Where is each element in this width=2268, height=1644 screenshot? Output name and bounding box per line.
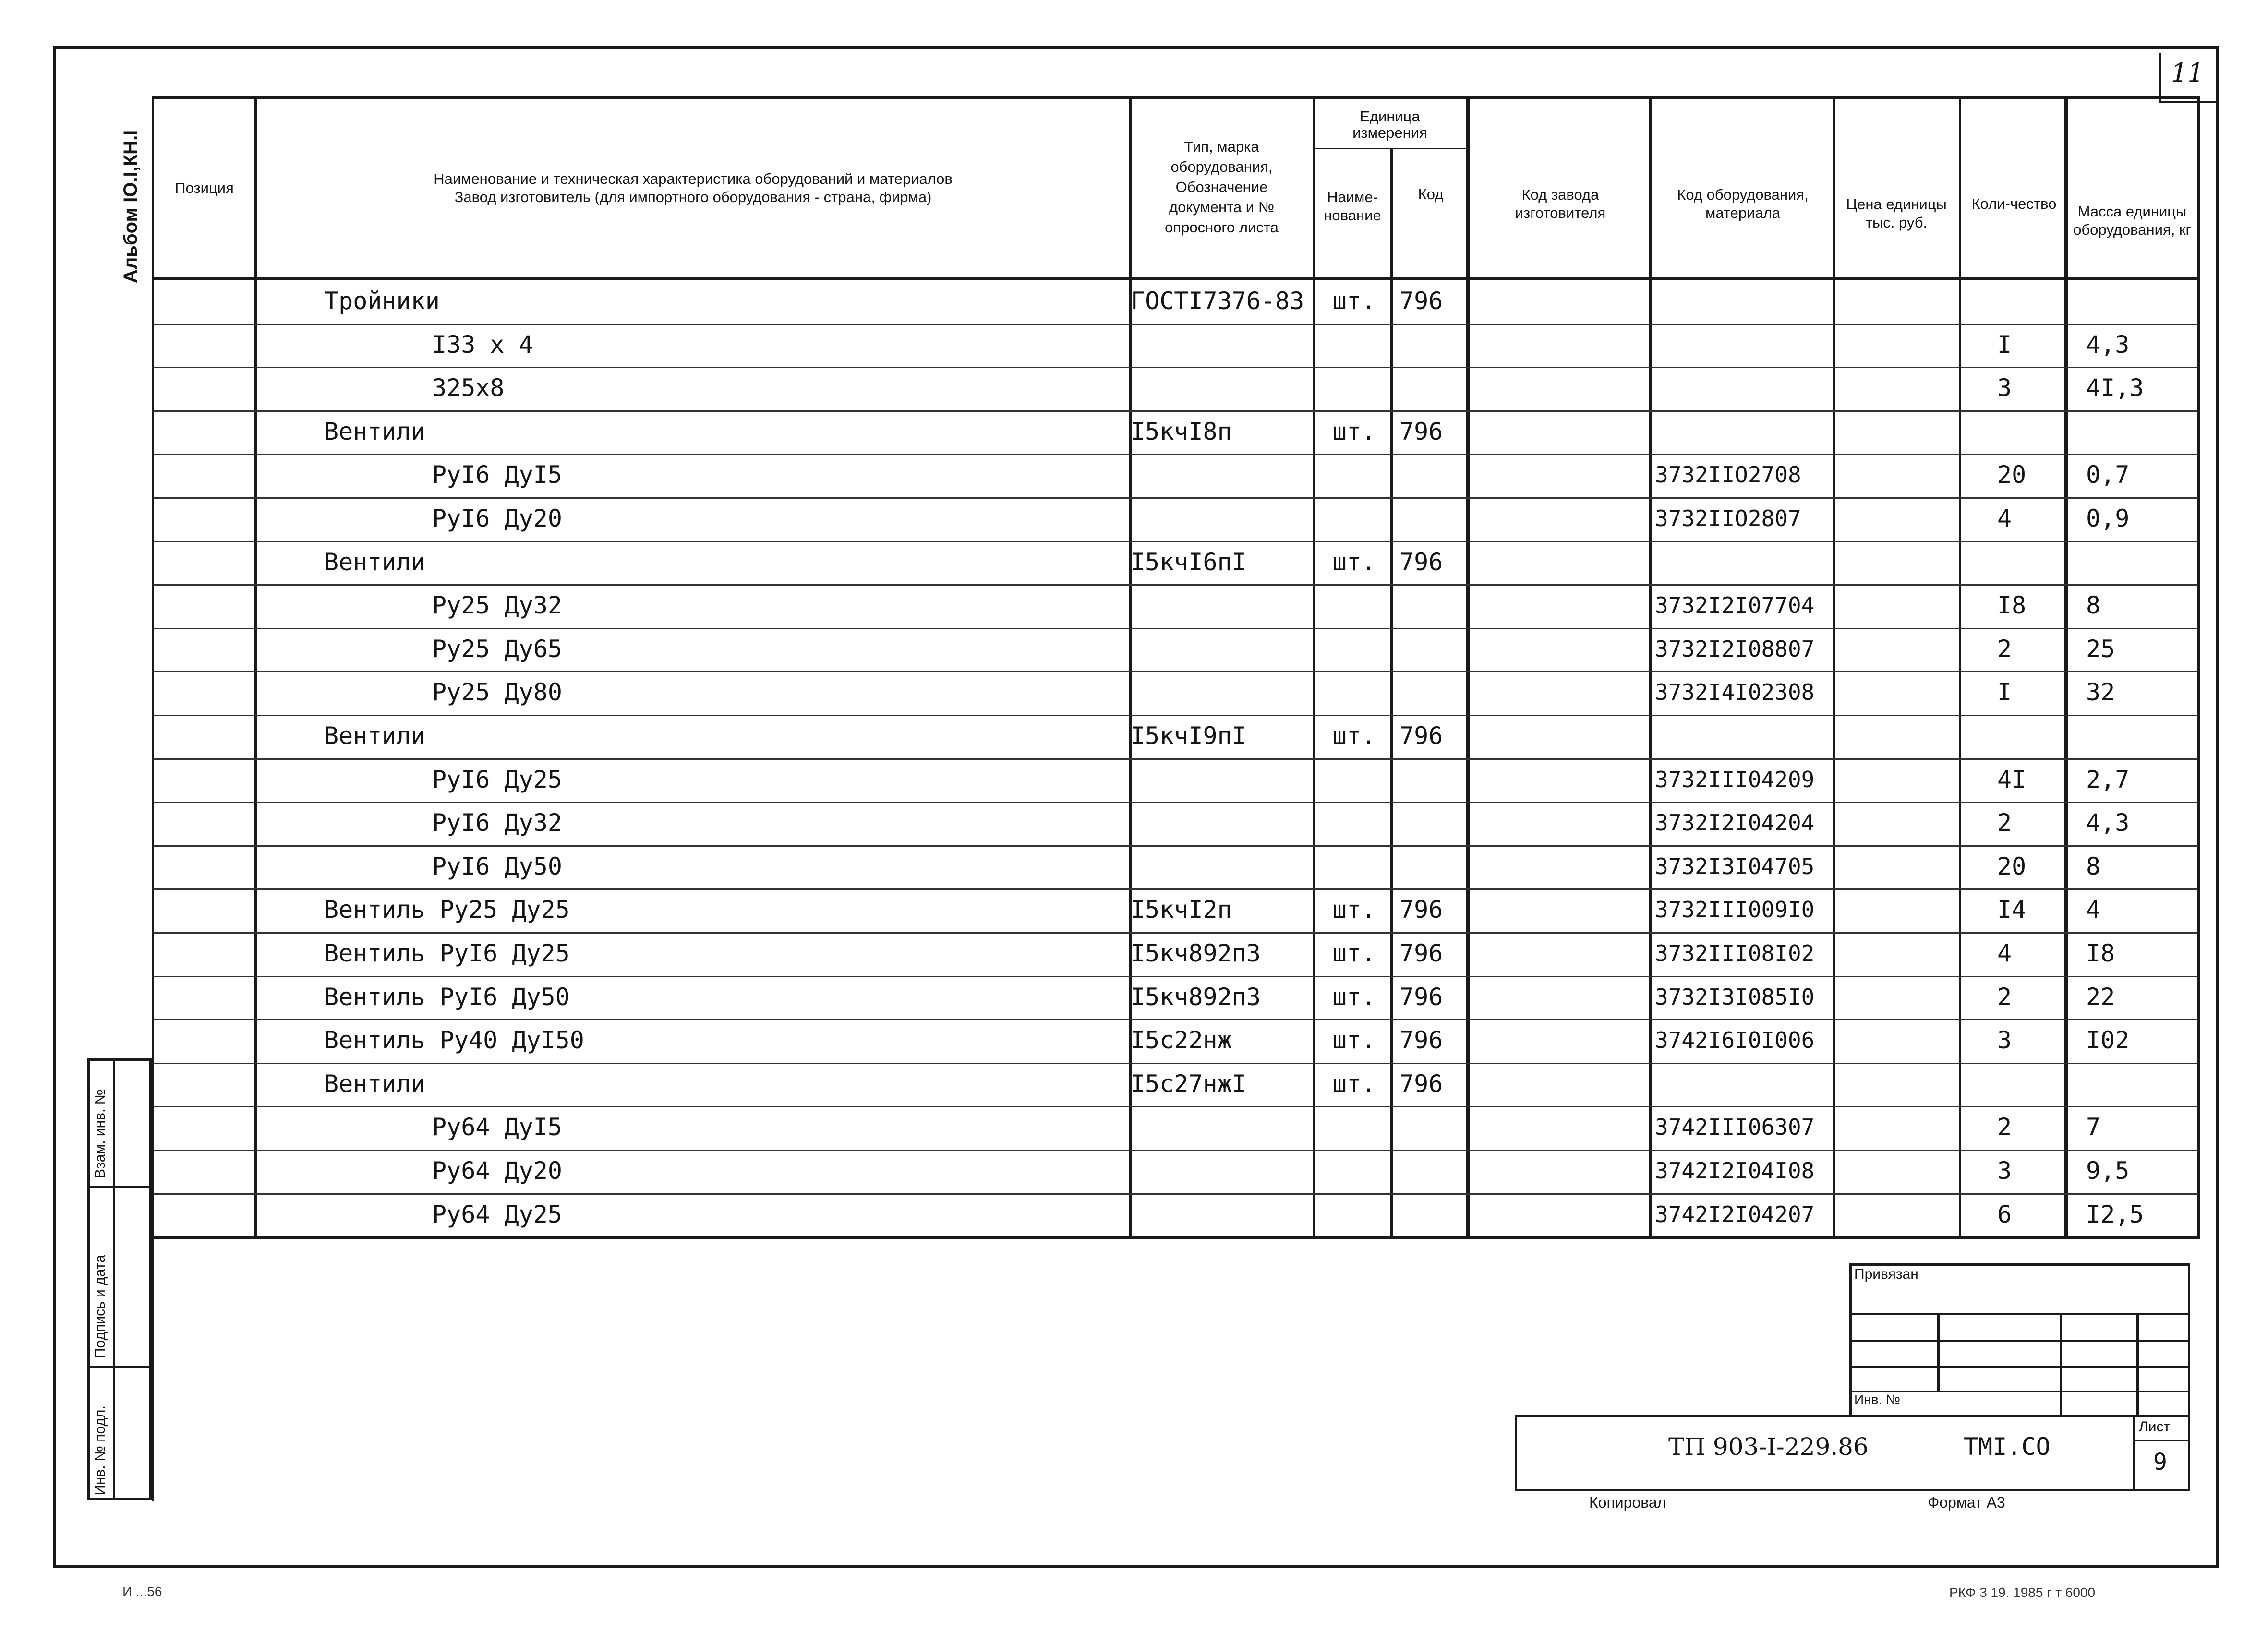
row-name: РуI6 Ду25 (432, 766, 562, 793)
col-line-2 (1129, 96, 1132, 1239)
row-equipment-code: 3732I2I04204 (1655, 810, 1815, 836)
format-label: Формат А3 (1928, 1494, 2005, 1511)
row-divider (153, 888, 2198, 890)
row-divider (153, 976, 2198, 977)
col-line-0 (152, 96, 154, 1501)
row-name: Ру64 ДуI5 (432, 1113, 562, 1141)
header-equipment-code: Код оборудования, материала (1677, 186, 1809, 221)
row-name: Ру25 Ду80 (432, 678, 562, 706)
row-unit: шт. (1332, 939, 1376, 967)
row-equipment-code: 3732III009I0 (1655, 897, 1815, 923)
row-equipment-code: 3732IIО2708 (1655, 462, 1801, 488)
row-quantity: I (1997, 331, 2012, 359)
header-unit-name: Наиме-нование (1324, 189, 1381, 224)
col-line-9 (2064, 96, 2068, 1239)
row-mass: 32 (2086, 678, 2115, 706)
header-mass: Масса единицы оборудования, кг (2073, 203, 2191, 238)
row-type: I5кч892п3 (1131, 983, 1261, 1011)
row-quantity: 2 (1997, 809, 2012, 837)
row-divider (153, 715, 2198, 716)
row-mass: 4 (2086, 896, 2101, 924)
row-quantity: I (1997, 678, 2012, 706)
row-unit-code: 796 (1399, 418, 1443, 445)
row-quantity: 2 (1997, 1113, 2012, 1141)
row-mass: 4,3 (2086, 331, 2130, 359)
row-equipment-code: 3732I3I085I0 (1655, 984, 1815, 1010)
row-equipment-code: 3732I4I02308 (1655, 679, 1815, 705)
header-type: Тип, марка оборудования, Обозначение документа и № опросного листа (1165, 138, 1279, 236)
col-line-6 (1649, 96, 1652, 1239)
row-name: РуI6 Ду20 (432, 504, 562, 532)
row-mass: 2,7 (2086, 766, 2130, 793)
row-quantity: 3 (1997, 1157, 2012, 1185)
col-line-7 (1833, 96, 1835, 1239)
row-name: Вентили (324, 1070, 425, 1098)
album-label: Альбом IO.I,КН.I (120, 130, 141, 283)
row-mass: 8 (2086, 852, 2101, 880)
row-equipment-code: 3732I2I08807 (1655, 636, 1815, 662)
side-stamp-line-2 (87, 1366, 152, 1368)
side-stamp-podpis: Подпись и дата (92, 1255, 108, 1358)
col-line-4 (1390, 149, 1393, 1239)
side-stamp-line-1 (87, 1186, 152, 1188)
row-unit: шт. (1332, 287, 1376, 315)
row-name: Вентиль РуI6 Ду25 (324, 939, 570, 967)
row-equipment-code: 3732III04209 (1655, 767, 1815, 792)
row-quantity: 3 (1997, 374, 2012, 402)
header-bottom-border (153, 277, 2198, 280)
row-divider (153, 454, 2198, 455)
row-divider (153, 932, 2198, 934)
header-name (257, 99, 1129, 277)
col-line-10 (2197, 96, 2200, 1239)
row-equipment-code: 3732IIО2807 (1655, 505, 1801, 531)
row-unit-code: 796 (1399, 939, 1443, 967)
row-mass: 4I,3 (2086, 374, 2144, 402)
privyazan-col-2 (2060, 1313, 2062, 1417)
sheet-label-divider (2133, 1440, 2190, 1441)
row-equipment-code: 3742I6I0I006 (1655, 1027, 1815, 1053)
row-name: РуI6 Ду32 (432, 809, 562, 837)
row-divider (153, 584, 2198, 586)
row-equipment-code: 3742I2I04207 (1655, 1201, 1815, 1227)
row-quantity: 20 (1997, 852, 2027, 880)
footer-left-note: И ...56 (122, 1584, 162, 1599)
row-unit: шт. (1332, 1026, 1376, 1054)
row-quantity: 4 (1997, 939, 2012, 967)
row-type: I5с27нжI (1131, 1070, 1246, 1098)
row-equipment-code: 3732III08I02 (1655, 940, 1815, 966)
row-unit-code: 796 (1399, 1026, 1443, 1054)
row-type: I5с22нж (1131, 1026, 1232, 1054)
row-quantity: I4 (1997, 896, 2027, 924)
inv-no-label: Инв. № (1854, 1392, 1901, 1407)
header-name-line1: Наименование и техническая характеристика оборудований и материалов (434, 170, 953, 187)
row-name: I33 x 4 (432, 331, 533, 359)
sheet-number: 9 (2153, 1449, 2167, 1476)
header-factory-code: Код завода изготовителя (1515, 186, 1606, 221)
row-name: Вентили (324, 418, 425, 445)
row-unit-code: 796 (1399, 722, 1443, 750)
row-name: Ру64 Ду25 (432, 1200, 562, 1228)
row-divider (153, 1193, 2198, 1195)
row-quantity: 4 (1997, 504, 2012, 532)
header-unit-code: Код (1418, 186, 1444, 203)
row-divider (153, 410, 2198, 412)
col-line-3 (1313, 96, 1315, 1239)
row-name: Вентиль Ру25 Ду25 (324, 896, 570, 924)
sheet-label: Лист (2139, 1419, 2171, 1435)
row-mass: I02 (2086, 1026, 2130, 1054)
row-equipment-code: 3732I3I04705 (1655, 853, 1815, 879)
row-quantity: 6 (1997, 1200, 2012, 1228)
row-type: I5кч892п3 (1131, 939, 1261, 967)
header-name-line2: Завод изготовитель (для импортного оборудования - страна, фирма) (454, 189, 932, 205)
row-type: I5кчI2п (1131, 896, 1232, 924)
privyazan-label: Привязан (1854, 1266, 1918, 1282)
row-mass: 8 (2086, 591, 2101, 619)
row-quantity: 2 (1997, 983, 2012, 1011)
row-divider (153, 845, 2198, 847)
row-divider (153, 541, 2198, 542)
row-divider (153, 497, 2198, 499)
row-divider (153, 671, 2198, 672)
row-divider (153, 1063, 2198, 1064)
row-equipment-code: 3742I2I04I08 (1655, 1158, 1815, 1184)
row-name: РуI6 ДуI5 (432, 461, 562, 489)
row-quantity: 20 (1997, 461, 2027, 489)
row-unit-code: 796 (1399, 287, 1443, 315)
sheet-mark: 11 (2171, 58, 2204, 88)
kopiroval-label: Копировал (1589, 1494, 1666, 1511)
row-mass: 4,3 (2086, 809, 2130, 837)
row-mass: 22 (2086, 983, 2115, 1011)
row-unit: шт. (1332, 983, 1376, 1011)
row-mass: I2,5 (2086, 1200, 2144, 1228)
row-type: I5кчI9пI (1131, 722, 1246, 750)
row-divider (153, 628, 2198, 629)
row-divider (153, 1150, 2198, 1151)
row-unit-code: 796 (1399, 548, 1443, 576)
row-equipment-code: 3742III06307 (1655, 1114, 1815, 1140)
row-quantity: 4I (1997, 766, 2027, 793)
row-unit-code: 796 (1399, 896, 1443, 924)
row-unit: шт. (1332, 1070, 1376, 1098)
row-name: Вентиль Ру40 ДуI50 (324, 1026, 584, 1054)
col-line-8 (1959, 96, 1961, 1239)
row-unit-code: 796 (1399, 1070, 1443, 1098)
row-divider (153, 324, 2198, 325)
row-quantity: 3 (1997, 1026, 2012, 1054)
row-type: ГОСТI7376-83 (1131, 287, 1304, 315)
table-bottom-border (153, 1236, 2198, 1239)
row-mass: I8 (2086, 939, 2115, 967)
row-unit: шт. (1332, 548, 1376, 576)
footer-right-note: РКФ 3 19. 1985 г т 6000 (1949, 1585, 2096, 1600)
row-name: Ру25 Ду32 (432, 591, 562, 619)
row-mass: 25 (2086, 635, 2115, 663)
privyazan-col-3 (2136, 1313, 2139, 1417)
row-unit: шт. (1332, 722, 1376, 750)
row-name: Ру64 Ду20 (432, 1157, 562, 1185)
row-unit-code: 796 (1399, 983, 1443, 1011)
header-position: Позиция (175, 180, 234, 196)
row-type: I5кчI8п (1131, 418, 1232, 445)
row-divider (153, 367, 2198, 368)
side-stamp-vzam: Взам. инв. № (92, 1089, 108, 1178)
row-equipment-code: 3732I2I07704 (1655, 592, 1815, 618)
row-quantity: I8 (1997, 591, 2027, 619)
row-name: Тройники (324, 287, 440, 315)
row-divider (153, 802, 2198, 803)
row-divider (153, 1106, 2198, 1107)
row-quantity: 2 (1997, 635, 2012, 663)
row-mass: 0,9 (2086, 504, 2130, 532)
row-unit: шт. (1332, 896, 1376, 924)
row-name: Вентили (324, 548, 425, 576)
title-block-divider (2133, 1415, 2135, 1491)
privyazan-col-1 (1937, 1313, 1940, 1391)
side-stamp-divider (113, 1058, 115, 1500)
col-line-5 (1466, 96, 1470, 1239)
header-price: Цена единицы тыс. руб. (1846, 196, 1947, 231)
row-name: Вентиль РуI6 Ду50 (324, 983, 570, 1011)
row-name: 325x8 (432, 374, 505, 402)
row-mass: 0,7 (2086, 461, 2130, 489)
side-stamp-inv: Инв. № подл. (92, 1405, 108, 1495)
header-unit: Единица измерения (1352, 108, 1427, 141)
row-divider (153, 758, 2198, 760)
header-quantity: Коли-чество (1971, 195, 2057, 212)
row-mass: 9,5 (2086, 1157, 2130, 1185)
row-name: Ру25 Ду65 (432, 635, 562, 663)
row-type: I5кчI6пI (1131, 548, 1246, 576)
row-divider (153, 1019, 2198, 1020)
row-mass: 7 (2086, 1113, 2101, 1141)
doc-code: ТМI.СО (1964, 1433, 2051, 1461)
row-name: Вентили (324, 722, 425, 750)
row-name: РуI6 Ду50 (432, 852, 562, 880)
row-unit: шт. (1332, 418, 1376, 445)
doc-number: ТП 903-I-229.86 (1668, 1433, 1869, 1461)
